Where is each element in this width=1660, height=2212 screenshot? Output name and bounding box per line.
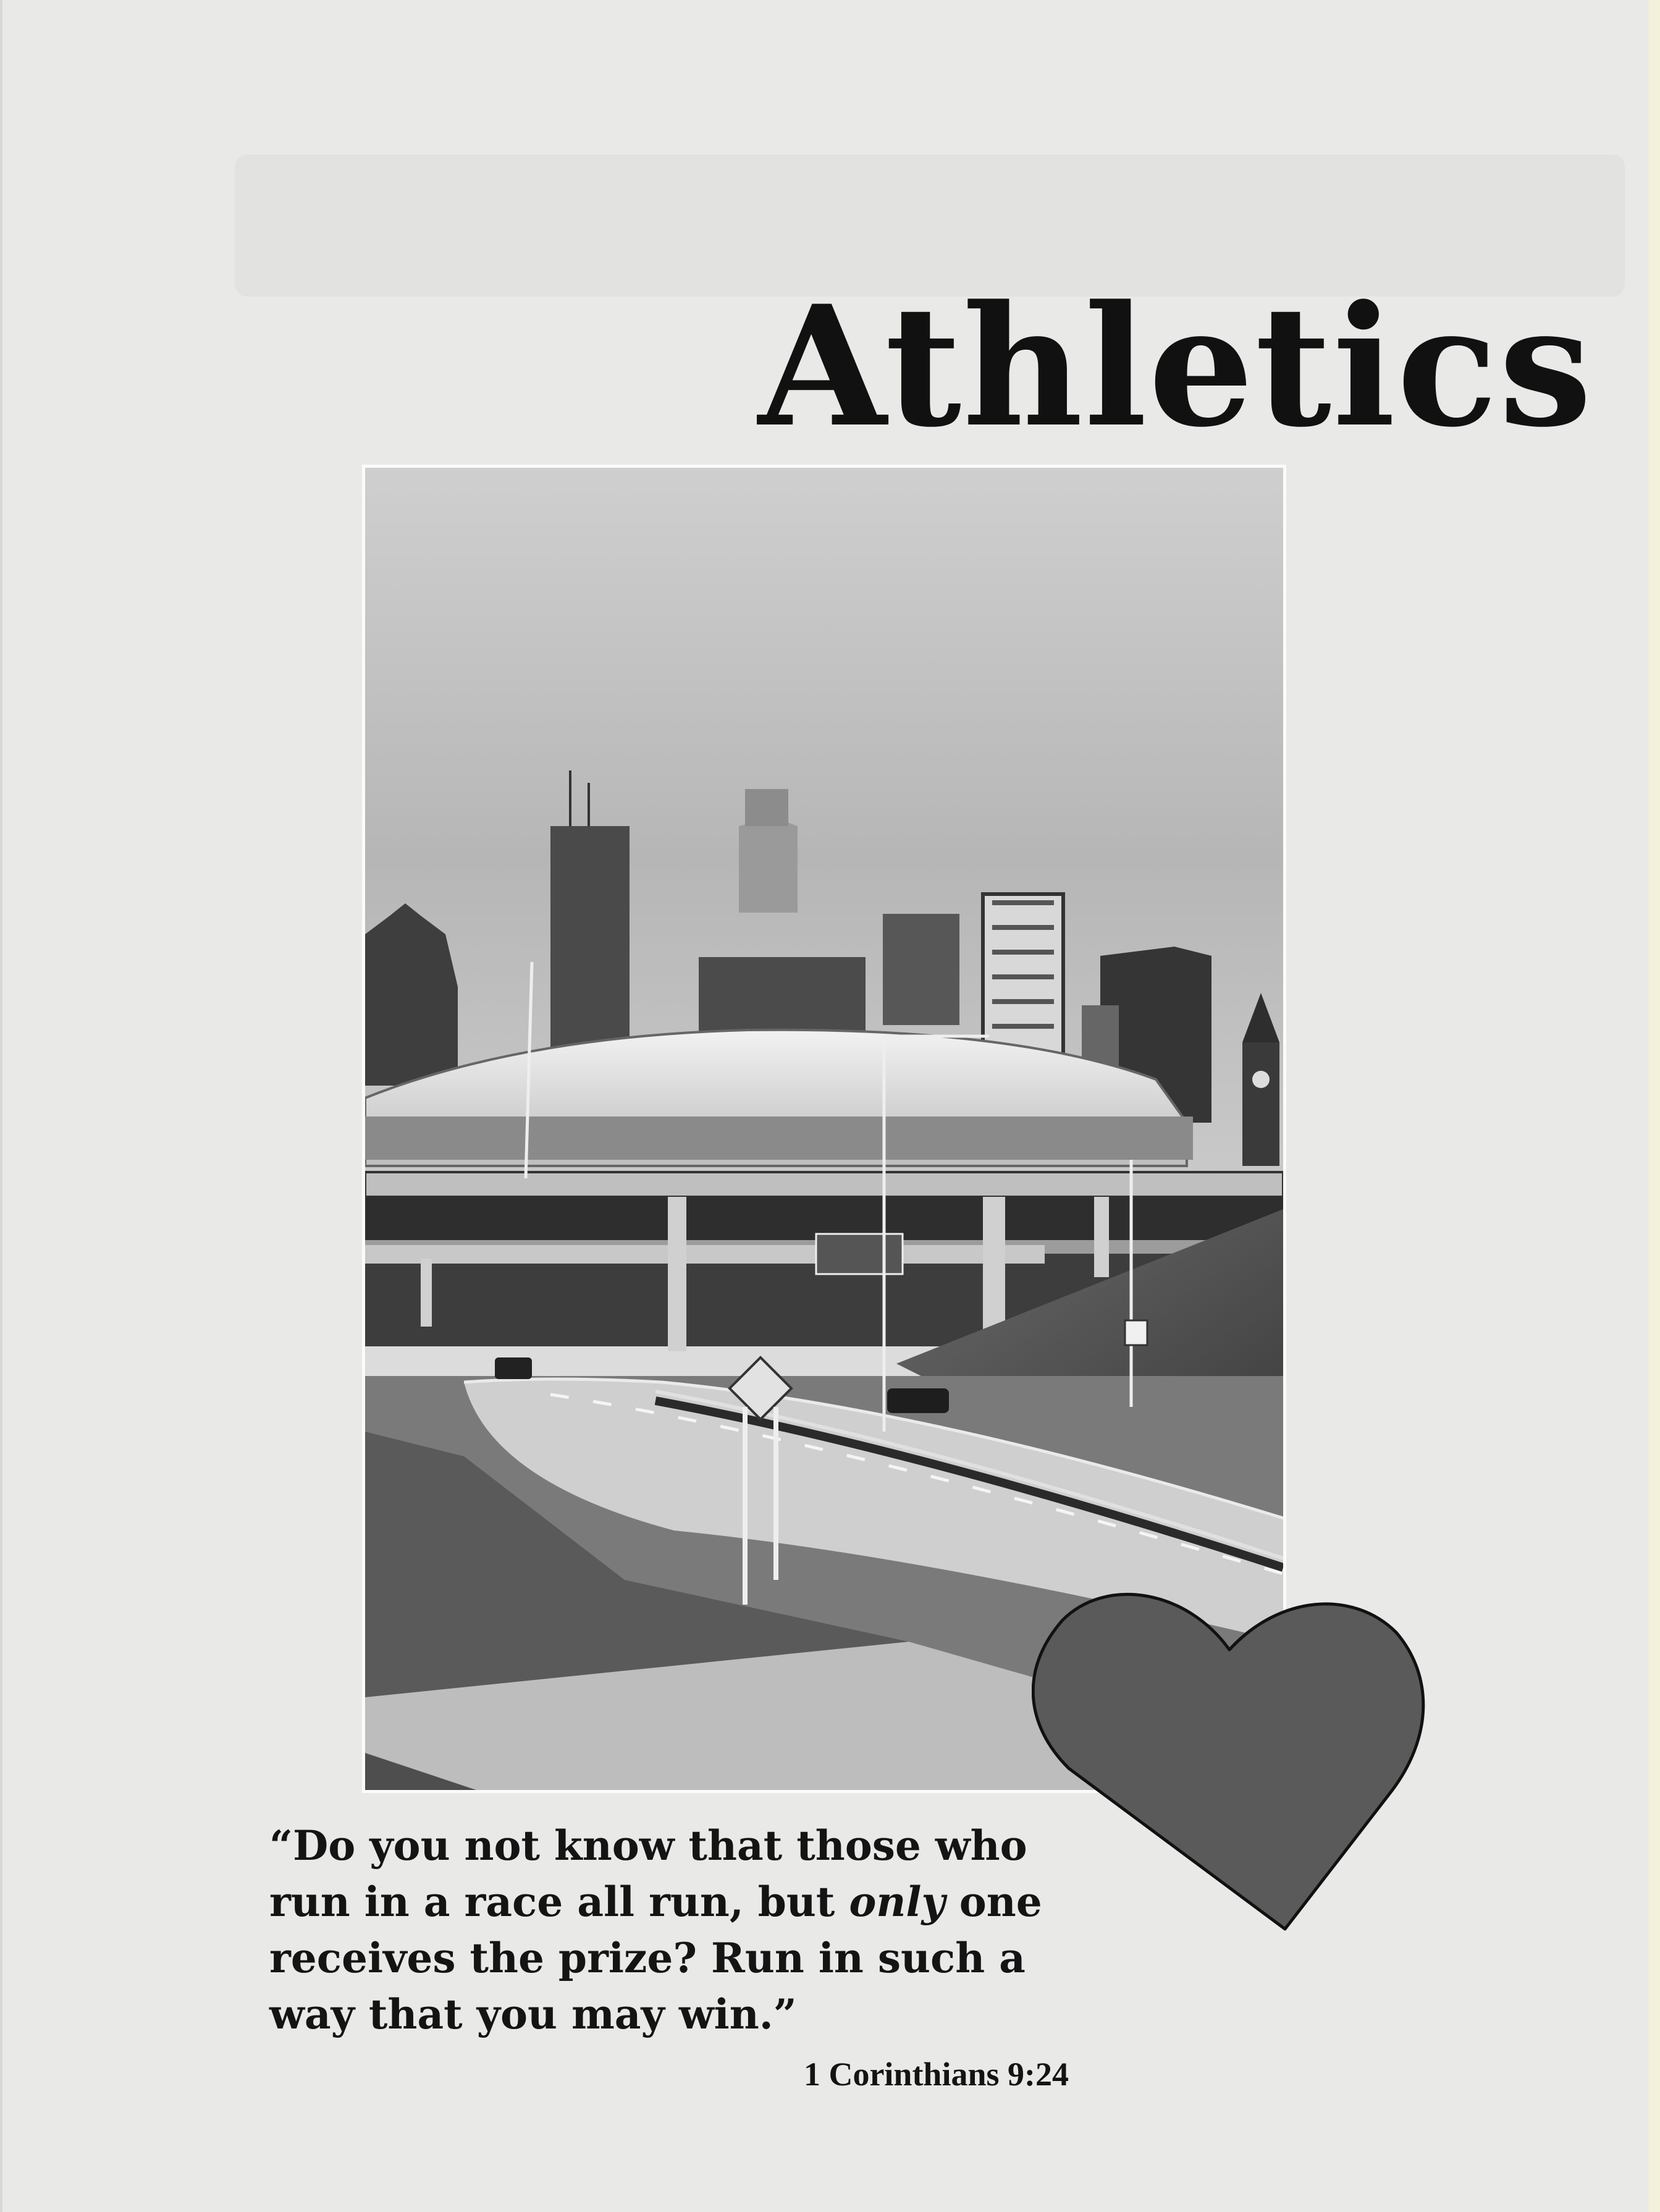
quote-line-1: “Do you not know that those who xyxy=(269,1822,1027,1870)
page-right-edge xyxy=(1649,0,1660,2212)
quote-line-4: way that you may win.” xyxy=(269,1990,797,2038)
page-left-edge xyxy=(0,0,2,2212)
quote-line-3: receives the prize? Run in such a xyxy=(269,1934,1026,1982)
scripture-citation: 1 Corinthians 9:24 xyxy=(803,2056,1069,2093)
scripture-quote xyxy=(269,1818,1110,2043)
quote-line-2-start: run in a race all run, but xyxy=(269,1878,849,1926)
highway-sign xyxy=(816,1234,903,1274)
page-title: Athletics xyxy=(758,269,1593,464)
quote-emphasis: only xyxy=(849,1878,945,1926)
quote-line-2-end: one xyxy=(945,1878,1042,1926)
